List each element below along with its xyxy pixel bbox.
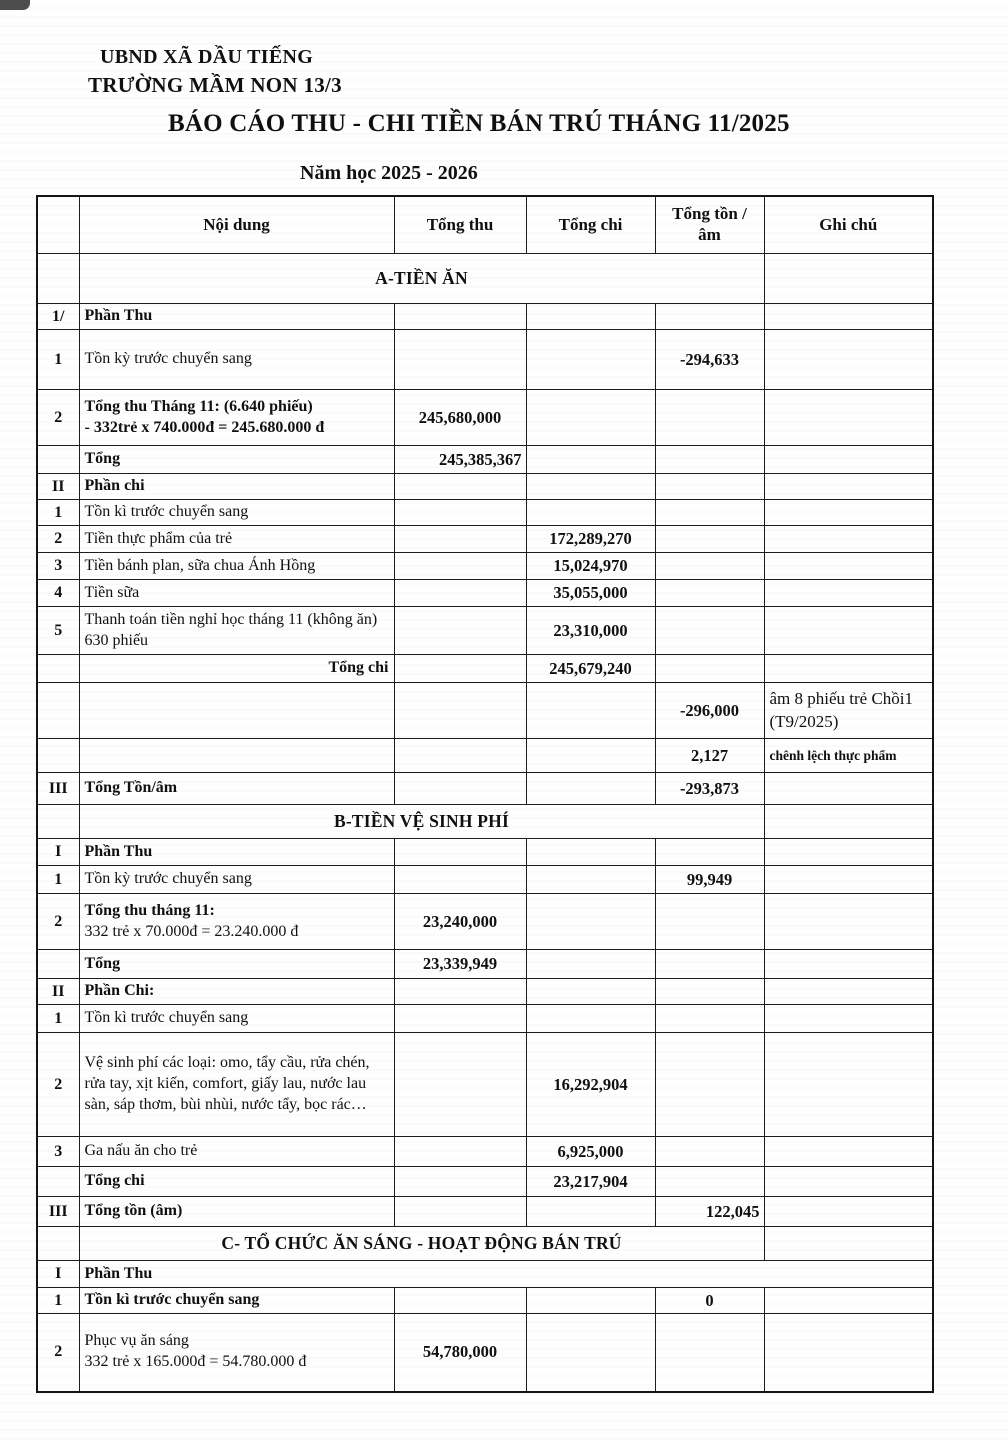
tong-ton-cell: 99,949 <box>655 866 764 894</box>
content-cell: Phần Thu <box>79 304 394 330</box>
tong-thu-cell <box>394 1005 526 1033</box>
content-cell: Phần Thu <box>79 1261 933 1288</box>
row-number-cell <box>37 254 79 304</box>
tong-chi-cell <box>526 1197 655 1227</box>
tong-ton-cell <box>655 526 764 553</box>
tong-thu-cell <box>394 474 526 500</box>
scanner-corner-artifact <box>0 0 30 10</box>
tong-thu-cell <box>394 773 526 805</box>
note-cell <box>764 474 933 500</box>
col-header-tong-thu: Tổng thu <box>394 196 526 254</box>
row-number-cell: 1 <box>37 1288 79 1314</box>
table-row <box>37 607 933 655</box>
tong-ton-cell <box>655 839 764 866</box>
table-row <box>37 1005 933 1033</box>
tong-chi-cell: 15,024,970 <box>526 553 655 580</box>
tong-chi-cell <box>526 839 655 866</box>
report-table <box>36 195 934 1393</box>
table-row <box>37 655 933 683</box>
content-cell: Phần Chi: <box>79 979 394 1005</box>
tong-thu-cell <box>394 683 526 739</box>
content-cell: Tổng <box>79 950 394 979</box>
tong-ton-cell <box>655 1137 764 1167</box>
note-cell <box>764 1227 933 1261</box>
row-number-cell: I <box>37 1261 79 1288</box>
content-cell: Tồn kì trước chuyển sang <box>79 1288 394 1314</box>
table-body <box>37 254 933 1392</box>
table-row <box>37 839 933 866</box>
row-number-cell: III <box>37 1197 79 1227</box>
tong-chi-cell <box>526 1314 655 1392</box>
tong-ton-cell: -296,000 <box>655 683 764 739</box>
table-row <box>37 1137 933 1167</box>
content-cell: Phần chi <box>79 474 394 500</box>
content-cell: Phần Thu <box>79 839 394 866</box>
tong-ton-cell <box>655 655 764 683</box>
row-number-cell: 1 <box>37 500 79 526</box>
tong-thu-cell <box>394 304 526 330</box>
tong-thu-cell <box>394 866 526 894</box>
tong-chi-cell <box>526 304 655 330</box>
table-row <box>37 1261 933 1288</box>
tong-thu-cell <box>394 553 526 580</box>
letterhead <box>0 0 1008 185</box>
tong-thu-cell <box>394 979 526 1005</box>
content-cell <box>79 683 394 739</box>
col-header-no <box>37 196 79 254</box>
note-cell <box>764 304 933 330</box>
tong-ton-cell <box>655 894 764 950</box>
table-row <box>37 1197 933 1227</box>
note-cell <box>764 655 933 683</box>
report-title: BÁO CÁO THU - CHI TIỀN BÁN TRÚ THÁNG 11/2025 <box>168 110 790 137</box>
tong-chi-cell: 35,055,000 <box>526 580 655 607</box>
row-number-cell <box>37 739 79 773</box>
org-name-line2: TRƯỜNG MẦM NON 13/3 <box>88 73 342 97</box>
table-row <box>37 526 933 553</box>
col-header-tong-ton: Tổng tồn / âm <box>655 196 764 254</box>
tong-ton-cell: -294,633 <box>655 330 764 390</box>
tong-chi-cell <box>526 500 655 526</box>
tong-thu-cell <box>394 1033 526 1137</box>
table-row <box>37 979 933 1005</box>
tong-chi-cell <box>526 446 655 474</box>
tong-thu-cell: 245,680,000 <box>394 390 526 446</box>
note-cell: âm 8 phiếu trẻ Chồi1 (T9/2025) <box>764 683 933 739</box>
school-year: Năm học 2025 - 2026 <box>300 162 478 184</box>
note-cell <box>764 1167 933 1197</box>
tong-ton-cell <box>655 1005 764 1033</box>
row-number-cell: II <box>37 474 79 500</box>
content-cell: Tiền bánh plan, sữa chua Ánh Hồng <box>79 553 394 580</box>
row-number-cell <box>37 950 79 979</box>
note-cell <box>764 894 933 950</box>
tong-thu-cell <box>394 607 526 655</box>
tong-thu-cell <box>394 330 526 390</box>
note-cell <box>764 500 933 526</box>
note-cell <box>764 979 933 1005</box>
row-number-cell: 5 <box>37 607 79 655</box>
tong-ton-cell <box>655 607 764 655</box>
table-row <box>37 390 933 446</box>
table-row <box>37 739 933 773</box>
tong-thu-cell <box>394 580 526 607</box>
row-number-cell: II <box>37 979 79 1005</box>
tong-ton-cell: 122,045 <box>655 1197 764 1227</box>
note-cell <box>764 839 933 866</box>
table-row <box>37 773 933 805</box>
content-cell: Tổng chi <box>79 655 394 683</box>
section-row <box>37 1227 933 1261</box>
table-row <box>37 580 933 607</box>
row-number-cell: 1 <box>37 330 79 390</box>
tong-ton-cell <box>655 500 764 526</box>
tong-thu-cell <box>394 839 526 866</box>
tong-thu-cell <box>394 500 526 526</box>
table-row <box>37 446 933 474</box>
tong-thu-cell <box>394 1137 526 1167</box>
content-cell: Tồn kỳ trước chuyển sang <box>79 330 394 390</box>
note-cell <box>764 390 933 446</box>
content-cell: Tổng <box>79 446 394 474</box>
tong-chi-cell: 245,679,240 <box>526 655 655 683</box>
content-cell <box>79 739 394 773</box>
content-cell: Tổng Tồn/âm <box>79 773 394 805</box>
tong-chi-cell <box>526 773 655 805</box>
row-number-cell <box>37 1227 79 1261</box>
tong-ton-cell <box>655 304 764 330</box>
row-number-cell: 1 <box>37 866 79 894</box>
table-row <box>37 1033 933 1137</box>
note-cell <box>764 866 933 894</box>
row-number-cell <box>37 683 79 739</box>
content-cell: Tổng thu Tháng 11: (6.640 phiếu) - 332trẻ x 740.000đ = 245.680.000 đ <box>79 390 394 446</box>
note-cell <box>764 1314 933 1392</box>
tong-thu-cell <box>394 739 526 773</box>
content-cell: Thanh toán tiền nghỉ học tháng 11 (không ăn) 630 phiếu <box>79 607 394 655</box>
content-cell: Tổng tồn (âm) <box>79 1197 394 1227</box>
row-number-cell: 3 <box>37 1137 79 1167</box>
content-cell: Ga nấu ăn cho trẻ <box>79 1137 394 1167</box>
note-cell: chênh lệch thực phẩm <box>764 739 933 773</box>
content-cell: Vệ sinh phí các loại: omo, tẩy cầu, rửa chén, rửa tay, xịt kiến, comfort, giấy lau, nước lau sàn, sáp thơm, bùi nhùi, nước tẩy, bọc rác… <box>79 1033 394 1137</box>
tong-thu-cell: 23,240,000 <box>394 894 526 950</box>
note-cell <box>764 950 933 979</box>
tong-chi-cell <box>526 894 655 950</box>
section-title-cell: B-TIỀN VỆ SINH PHÍ <box>79 805 764 839</box>
table-row <box>37 894 933 950</box>
note-cell <box>764 446 933 474</box>
table-row <box>37 950 933 979</box>
tong-thu-cell: 54,780,000 <box>394 1314 526 1392</box>
section-title-cell: A-TIỀN ĂN <box>79 254 764 304</box>
content-cell: Tổng chi <box>79 1167 394 1197</box>
tong-thu-cell: 23,339,949 <box>394 950 526 979</box>
note-cell <box>764 330 933 390</box>
tong-chi-cell: 23,310,000 <box>526 607 655 655</box>
section-title-cell: C- TỔ CHỨC ĂN SÁNG - HOẠT ĐỘNG BÁN TRÚ <box>79 1227 764 1261</box>
row-number-cell <box>37 446 79 474</box>
col-header-noi-dung: Nội dung <box>79 196 394 254</box>
content-cell: Tiền thực phẩm của trẻ <box>79 526 394 553</box>
table-row <box>37 304 933 330</box>
note-cell <box>764 553 933 580</box>
table-row <box>37 1167 933 1197</box>
table-header-row <box>37 196 933 254</box>
tong-chi-cell <box>526 390 655 446</box>
tong-ton-cell <box>655 553 764 580</box>
tong-chi-cell: 172,289,270 <box>526 526 655 553</box>
table-row <box>37 474 933 500</box>
row-number-cell: 2 <box>37 894 79 950</box>
note-cell <box>764 1288 933 1314</box>
note-cell <box>764 1137 933 1167</box>
row-number-cell: 2 <box>37 390 79 446</box>
table-row <box>37 1288 933 1314</box>
content-cell: Phục vụ ăn sáng 332 trẻ x 165.000đ = 54.780.000 đ <box>79 1314 394 1392</box>
note-cell <box>764 805 933 839</box>
table-row <box>37 683 933 739</box>
table-row <box>37 866 933 894</box>
row-number-cell: 3 <box>37 553 79 580</box>
table-row <box>37 553 933 580</box>
tong-ton-cell <box>655 474 764 500</box>
tong-chi-cell <box>526 683 655 739</box>
tong-chi-cell <box>526 1288 655 1314</box>
tong-ton-cell <box>655 1314 764 1392</box>
tong-chi-cell: 16,292,904 <box>526 1033 655 1137</box>
note-cell <box>764 254 933 304</box>
note-cell <box>764 1033 933 1137</box>
row-number-cell <box>37 655 79 683</box>
col-header-tong-chi: Tổng chi <box>526 196 655 254</box>
tong-thu-cell <box>394 526 526 553</box>
row-number-cell <box>37 1167 79 1197</box>
tong-ton-cell <box>655 1033 764 1137</box>
tong-ton-cell <box>655 580 764 607</box>
row-number-cell: 4 <box>37 580 79 607</box>
tong-ton-cell <box>655 1167 764 1197</box>
row-number-cell: 1/ <box>37 304 79 330</box>
tong-chi-cell <box>526 979 655 1005</box>
note-cell <box>764 526 933 553</box>
tong-ton-cell <box>655 950 764 979</box>
tong-ton-cell <box>655 390 764 446</box>
org-name-line1: UBND XÃ DẦU TIẾNG <box>100 46 314 68</box>
tong-chi-cell: 6,925,000 <box>526 1137 655 1167</box>
note-cell <box>764 1005 933 1033</box>
tong-chi-cell <box>526 1005 655 1033</box>
tong-thu-cell <box>394 1197 526 1227</box>
note-cell <box>764 773 933 805</box>
section-row <box>37 254 933 304</box>
section-row <box>37 805 933 839</box>
tong-thu-cell <box>394 655 526 683</box>
content-cell: Tổng thu tháng 11: 332 trẻ x 70.000đ = 23.240.000 đ <box>79 894 394 950</box>
table-row <box>37 1314 933 1392</box>
tong-thu-cell <box>394 1288 526 1314</box>
table-row <box>37 330 933 390</box>
row-number-cell: 1 <box>37 1005 79 1033</box>
row-number-cell: III <box>37 773 79 805</box>
row-number-cell <box>37 805 79 839</box>
tong-thu-cell: 245,385,367 <box>394 446 526 474</box>
tong-ton-cell: -293,873 <box>655 773 764 805</box>
note-cell <box>764 580 933 607</box>
note-cell <box>764 607 933 655</box>
tong-chi-cell <box>526 866 655 894</box>
tong-ton-cell <box>655 979 764 1005</box>
tong-ton-cell: 0 <box>655 1288 764 1314</box>
tong-chi-cell <box>526 474 655 500</box>
row-number-cell: I <box>37 839 79 866</box>
table-row <box>37 500 933 526</box>
tong-thu-cell <box>394 1167 526 1197</box>
note-cell <box>764 1197 933 1227</box>
content-cell: Tiền sữa <box>79 580 394 607</box>
content-cell: Tồn kì trước chuyển sang <box>79 500 394 526</box>
content-cell: Tồn kỳ trước chuyển sang <box>79 866 394 894</box>
tong-ton-cell: 2,127 <box>655 739 764 773</box>
col-header-ghi-chu: Ghi chú <box>764 196 933 254</box>
tong-ton-cell <box>655 446 764 474</box>
tong-chi-cell <box>526 739 655 773</box>
row-number-cell: 2 <box>37 526 79 553</box>
tong-chi-cell: 23,217,904 <box>526 1167 655 1197</box>
row-number-cell: 2 <box>37 1033 79 1137</box>
tong-chi-cell <box>526 330 655 390</box>
content-cell: Tồn kì trước chuyển sang <box>79 1005 394 1033</box>
row-number-cell: 2 <box>37 1314 79 1392</box>
tong-chi-cell <box>526 950 655 979</box>
